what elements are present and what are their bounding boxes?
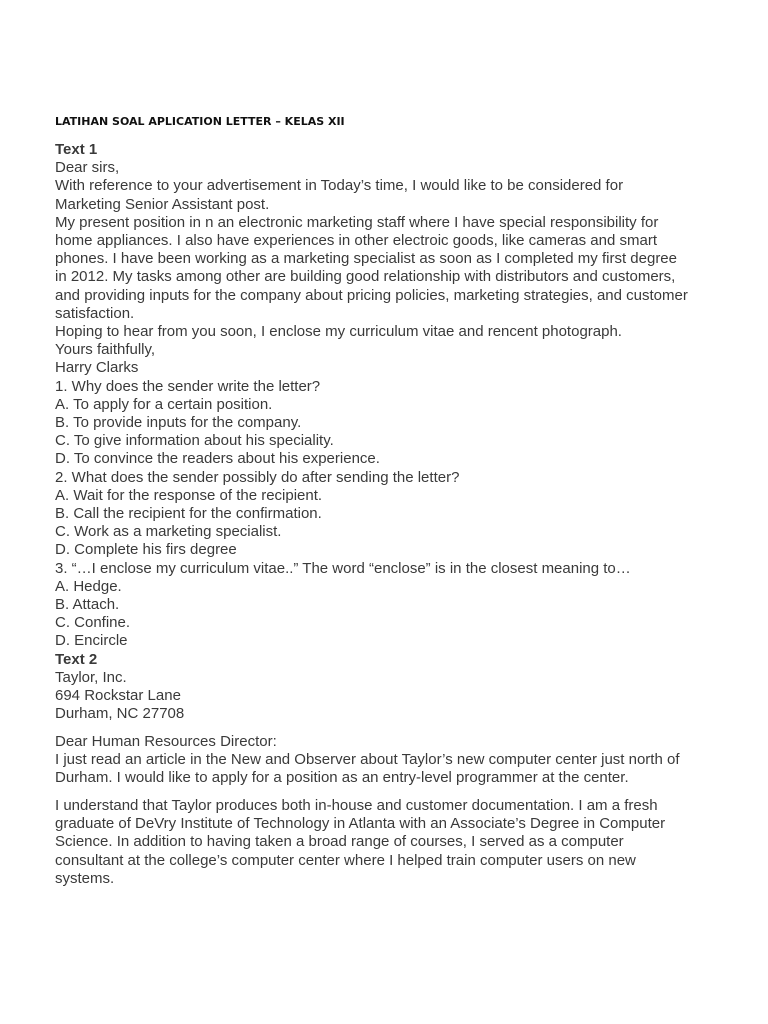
text1-body-line: Marketing Senior Assistant post.: [55, 195, 270, 213]
question-1-option-b: B. To provide inputs for the company.: [55, 414, 302, 432]
text1-heading: Text 1: [55, 141, 98, 158]
text1-body-line: Hoping to hear from you soon, I enclose my curriculum vitae and rencent photograph.: [55, 323, 622, 341]
question-3-option-b: B. Attach.: [55, 596, 120, 614]
text1-body-line: With reference to your advertisement in Today’s time, I would like to be considered for: [55, 177, 624, 195]
text2-heading: Text 2: [55, 650, 98, 668]
question-3: 3. “…I enclose my curriculum vitae..” The word “enclose” is in the closest meaning to…: [55, 559, 631, 577]
question-1-option-d: D. To convince the readers about his experience.: [55, 450, 380, 468]
question-1: 1. Why does the sender write the letter?: [55, 377, 321, 395]
question-3-option-d: D. Encircle: [55, 632, 128, 650]
text2-address-line: 694 Rockstar Lane: [55, 687, 181, 705]
text1-body-line: My present position in n an electronic marketing staff where I have special responsibility for: [55, 213, 659, 231]
text1-body-line: and providing inputs for the company about pricing policies, marketing strategies, and customer: [55, 286, 688, 304]
question-1-option-a: A. To apply for a certain position.: [55, 395, 273, 413]
text2-paragraph2: [55, 797, 725, 888]
text2-paragraph2-line: graduate of DeVry Institute of Technology in Atlanta with an Associate’s Degree in Computer: [55, 815, 666, 833]
text1-salutation: Dear sirs,: [55, 159, 120, 177]
question-2-option-c: C. Work as a marketing specialist.: [55, 523, 282, 541]
text2-paragraph1-line: Durham. I would like to apply for a position as an entry-level programmer at the center.: [55, 769, 629, 787]
text1-section: [55, 141, 725, 724]
text1-closing: Yours faithfully,: [55, 341, 156, 359]
text2-paragraph1-line: I just read an article in the New and Observer about Taylor’s new computer center just north of: [55, 751, 680, 769]
text2-address-line: Taylor, Inc.: [55, 668, 127, 686]
text1-signature: Harry Clarks: [55, 359, 139, 377]
question-1-option-c: C. To give information about his speciality.: [55, 432, 334, 450]
question-2: 2. What does the sender possibly do after sending the letter?: [55, 468, 460, 486]
document-title: LATIHAN SOAL APLICATION LETTER – KELAS XII: [55, 115, 345, 128]
text1-body-line: phones. I have been working as a marketing specialist as soon as I completed my first degree: [55, 250, 677, 268]
text1-body-line: satisfaction.: [55, 304, 135, 322]
text2-paragraph2-line: consultant at the college’s computer center where I helped train computer users on new: [55, 851, 636, 869]
text1-body-line: home appliances. I also have experiences in other electroic goods, like cameras and smart: [55, 232, 657, 250]
text2-letter-opening: [55, 733, 725, 788]
text2-address-line: Durham, NC 27708: [55, 705, 185, 723]
question-2-option-a: A. Wait for the response of the recipient.: [55, 486, 323, 504]
question-3-option-a: A. Hedge.: [55, 577, 122, 595]
text2-paragraph2-line: systems.: [55, 869, 115, 887]
text2-salutation: Dear Human Resources Director:: [55, 733, 277, 750]
text2-paragraph2-line: Science. In addition to having taken a broad range of courses, I served as a computer: [55, 833, 624, 851]
text1-body-line: in 2012. My tasks among other are building good relationship with distributors and customers,: [55, 268, 676, 286]
question-3-option-c: C. Confine.: [55, 614, 131, 632]
question-2-option-b: B. Call the recipient for the confirmation.: [55, 505, 322, 523]
question-2-option-d: D. Complete his firs degree: [55, 541, 237, 559]
text2-paragraph2-line: I understand that Taylor produces both in-house and customer documentation. I am a fresh: [55, 797, 658, 814]
